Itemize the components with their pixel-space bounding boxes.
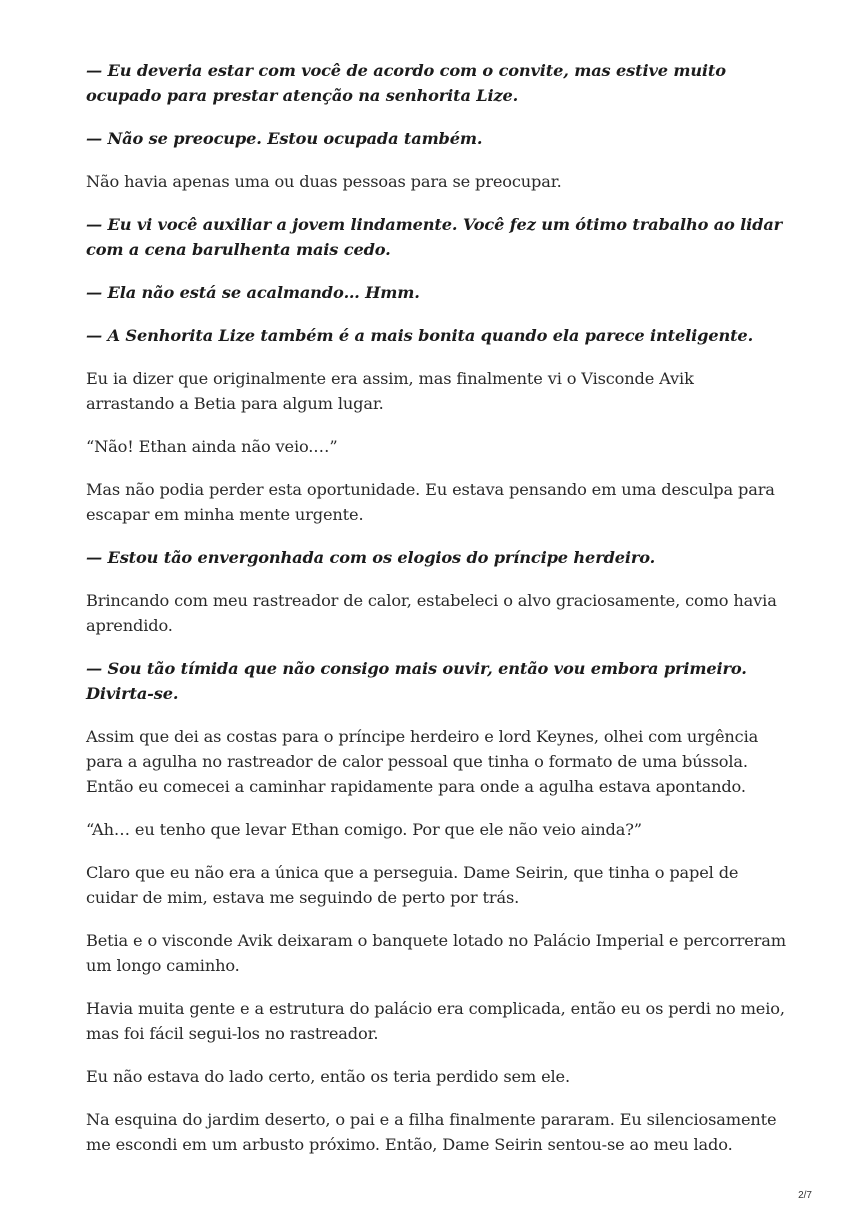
narration-paragraph: Havia muita gente e a estrutura do palácio era complicada, então eu os perdi no meio, mas foi fácil segui-los no rastreador.: [86, 999, 785, 1043]
narration-paragraph: Não havia apenas uma ou duas pessoas para se preocupar.: [86, 172, 562, 191]
narration-paragraph: Brincando com meu rastreador de calor, estabeleci o alvo graciosamente, como havia aprendido.: [86, 591, 777, 635]
dialogue-paragraph: — Ela não está se acalmando… Hmm.: [86, 283, 420, 302]
narration-paragraph: Eu ia dizer que originalmente era assim, mas finalmente vi o Visconde Avik arrastando a Betia para algum lugar.: [86, 369, 694, 413]
narration-paragraph: Assim que dei as costas para o príncipe herdeiro e lord Keynes, olhei com urgência para a agulha no rastreador de calor pessoal que tinha o formato de uma bússola. Então eu comecei a caminhar rapidamente para onde a agulha estava apontando.: [86, 727, 759, 796]
narration-paragraph: Claro que eu não era a única que a perseguia. Dame Seirin, que tinha o papel de cuidar de mim, estava me seguindo de perto por trás.: [86, 863, 739, 907]
dialogue-paragraph: — Eu vi você auxiliar a jovem lindamente. Você fez um ótimo trabalho ao lidar com a cena barulhenta mais cedo.: [86, 215, 783, 259]
narration-paragraph: “Não! Ethan ainda não veio.…”: [86, 437, 338, 456]
page-number: 2/7: [798, 1190, 812, 1201]
dialogue-paragraph: — Eu deveria estar com você de acordo com o convite, mas estive muito ocupado para prestar atenção na senhorita Lize.: [86, 61, 726, 105]
document-body: [86, 58, 786, 1175]
narration-paragraph: Betia e o visconde Avik deixaram o banquete lotado no Palácio Imperial e percorreram um longo caminho.: [86, 931, 786, 975]
narration-paragraph: Eu não estava do lado certo, então os teria perdido sem ele.: [86, 1067, 570, 1086]
dialogue-paragraph: — Sou tão tímida que não consigo mais ouvir, então vou embora primeiro. Divirta-se.: [86, 659, 747, 703]
narration-paragraph: Mas não podia perder esta oportunidade. Eu estava pensando em uma desculpa para escapar em minha mente urgente.: [86, 480, 775, 524]
dialogue-paragraph: — Não se preocupe. Estou ocupada também.: [86, 129, 483, 148]
narration-paragraph: “Ah… eu tenho que levar Ethan comigo. Por que ele não veio ainda?”: [86, 820, 642, 839]
narration-paragraph: Na esquina do jardim deserto, o pai e a filha finalmente pararam. Eu silenciosamente me escondi em um arbusto próximo. Então, Dame Seirin sentou-se ao meu lado.: [86, 1110, 777, 1154]
dialogue-paragraph: — Estou tão envergonhada com os elogios do príncipe herdeiro.: [86, 548, 656, 567]
dialogue-paragraph: — A Senhorita Lize também é a mais bonita quando ela parece inteligente.: [86, 326, 754, 345]
